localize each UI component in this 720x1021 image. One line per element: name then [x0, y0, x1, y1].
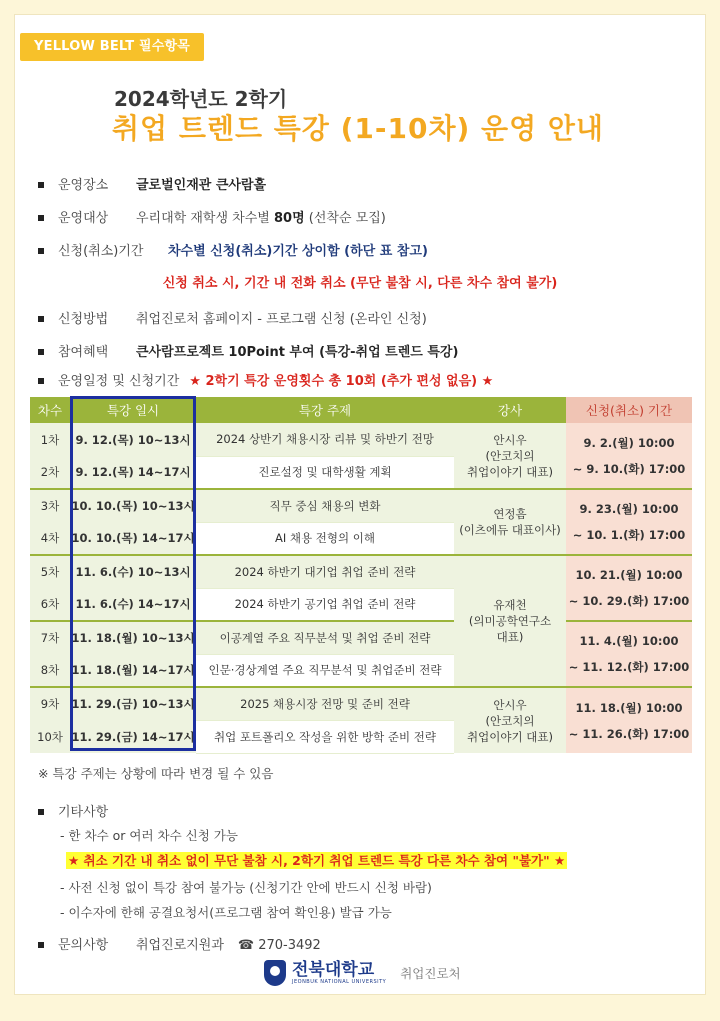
header-num: 차수	[30, 397, 70, 423]
row-topic: 진로설정 및 대학생활 계획	[196, 456, 454, 489]
schedule-table	[30, 397, 692, 754]
row-instructor: 연정흠 (이츠에듀 대표이사)	[454, 489, 566, 555]
table-row	[30, 621, 692, 654]
row-num: 8차	[30, 654, 70, 687]
table-row	[30, 489, 692, 522]
etc-line-3: - 이수자에 한해 공결요청서(프로그램 참여 확인용) 발급 가능	[60, 905, 392, 920]
row-date: 11. 6.(수) 14~17시	[70, 588, 196, 621]
row-date: 9. 12.(목) 10~13시	[70, 423, 196, 456]
university-name-en: JEONBUK NATIONAL UNIVERSITY	[292, 979, 387, 985]
row-date: 11. 18.(월) 14~17시	[70, 654, 196, 687]
etc-line-1: - 한 차수 or 여러 차수 신청 가능	[60, 828, 238, 843]
row-topic: 이공계열 주요 직무분석 및 취업 준비 전략	[196, 621, 454, 654]
header-date: 특강 일시	[70, 397, 196, 423]
info-venue: 운영장소 글로벌인재관 큰사람홀	[38, 174, 266, 193]
university-logo	[264, 960, 461, 986]
row-instructor: 안시우 (안코치의 취업이야기 대표)	[454, 687, 566, 753]
table-header-row	[30, 397, 692, 423]
subtitle: 2024학년도 2학기	[114, 87, 288, 111]
table-row	[30, 423, 692, 456]
row-date: 11. 18.(월) 10~13시	[70, 621, 196, 654]
phone-number: ☎ 270-3492	[237, 938, 321, 953]
cancel-notice: 신청 취소 시, 기간 내 전화 취소 (무단 불참 시, 다른 차수 참여 불가)	[162, 276, 558, 291]
header-topic: 특강 주제	[196, 397, 454, 423]
row-date: 10. 10.(목) 14~17시	[70, 522, 196, 555]
row-topic: 2024 하반기 공기업 취업 준비 전략	[196, 588, 454, 621]
bullet-icon	[38, 378, 44, 384]
row-period: 9. 2.(월) 10:00 ~ 9. 10.(화) 17:00	[566, 423, 692, 489]
department-name: 취업진로처	[400, 966, 461, 981]
info-method: 신청방법 취업진로처 홈페이지 - 프로그램 신청 (온라인 신청)	[38, 308, 427, 327]
yellow-belt-badge: YELLOW BELT 필수항목	[20, 33, 204, 61]
row-period: 9. 23.(월) 10:00 ~ 10. 1.(화) 17:00	[566, 489, 692, 555]
bullet-icon	[38, 215, 44, 221]
header-instructor: 강사	[454, 397, 566, 423]
topic-change-note: ※ 특강 주제는 상황에 따라 변경 될 수 있음	[38, 766, 274, 781]
row-num: 9차	[30, 687, 70, 720]
page-title: 취업 트렌드 특강 (1-10차) 운영 안내	[112, 112, 604, 145]
row-topic: 인문·경상계열 주요 직무분석 및 취업준비 전략	[196, 654, 454, 687]
row-period: 10. 21.(월) 10:00 ~ 10. 29.(화) 17:00	[566, 555, 692, 621]
info-apply: 신청(취소)기간 차수별 신청(취소)기간 상이함 (하단 표 참고)	[38, 240, 428, 259]
row-date: 11. 6.(수) 10~13시	[70, 555, 196, 588]
row-num: 5차	[30, 555, 70, 588]
row-topic: 2024 상반기 채용시장 리뷰 및 하반기 전망	[196, 423, 454, 456]
row-num: 7차	[30, 621, 70, 654]
row-topic: 2024 하반기 대기업 취업 준비 전략	[196, 555, 454, 588]
bullet-icon	[38, 942, 44, 948]
etc-warning: ★ 취소 기간 내 취소 없이 무단 불참 시, 2학기 취업 트렌드 특강 다른 차수 참여 "불가" ★	[68, 853, 566, 868]
bullet-icon	[38, 182, 44, 188]
row-date: 11. 29.(금) 14~17시	[70, 720, 196, 753]
row-date: 11. 29.(금) 10~13시	[70, 687, 196, 720]
row-topic: AI 채용 전형의 이해	[196, 522, 454, 555]
university-name: 전북대학교	[292, 960, 375, 980]
row-topic: 2025 채용시장 전망 및 준비 전략	[196, 687, 454, 720]
row-instructor: 유재천 (의미공학연구소 대표)	[454, 555, 566, 687]
row-topic: 취업 포트폴리오 작성을 위한 방학 준비 전략	[196, 720, 454, 753]
row-date: 9. 12.(목) 14~17시	[70, 456, 196, 489]
row-num: 4차	[30, 522, 70, 555]
info-schedule: 운영일정 및 신청기간 ★ 2학기 특강 운영횟수 총 10회 (추가 편성 없음) ★	[38, 370, 493, 389]
info-target: 운영대상 우리대학 재학생 차수별 80명 (선착순 모집)	[38, 207, 386, 226]
row-num: 3차	[30, 489, 70, 522]
info-benefit: 참여혜택 큰사람프로젝트 10Point 부여 (특강-취업 트렌드 특강)	[38, 341, 458, 360]
etc-heading: 기타사항	[38, 801, 108, 820]
row-period: 11. 18.(월) 10:00 ~ 11. 26.(화) 17:00	[566, 687, 692, 753]
header-period: 신청(취소) 기간	[566, 397, 692, 423]
university-emblem-icon	[264, 960, 286, 986]
row-topic: 직무 중심 채용의 변화	[196, 489, 454, 522]
row-instructor: 안시우 (안코치의 취업이야기 대표)	[454, 423, 566, 489]
row-date: 10. 10.(목) 10~13시	[70, 489, 196, 522]
row-num: 10차	[30, 720, 70, 753]
bullet-icon	[38, 316, 44, 322]
row-num: 1차	[30, 423, 70, 456]
etc-line-2: - 사전 신청 없이 특강 참여 불가능 (신청기간 안에 반드시 신청 바람)	[60, 880, 432, 895]
table-row	[30, 687, 692, 720]
contact-info: 문의사항 취업진로지원과 ☎ 270-3492	[38, 934, 321, 953]
bullet-icon	[38, 349, 44, 355]
bullet-icon	[38, 809, 44, 815]
table-row	[30, 555, 692, 588]
row-num: 2차	[30, 456, 70, 489]
bullet-icon	[38, 248, 44, 254]
row-period: 11. 4.(월) 10:00 ~ 11. 12.(화) 17:00	[566, 621, 692, 687]
row-num: 6차	[30, 588, 70, 621]
